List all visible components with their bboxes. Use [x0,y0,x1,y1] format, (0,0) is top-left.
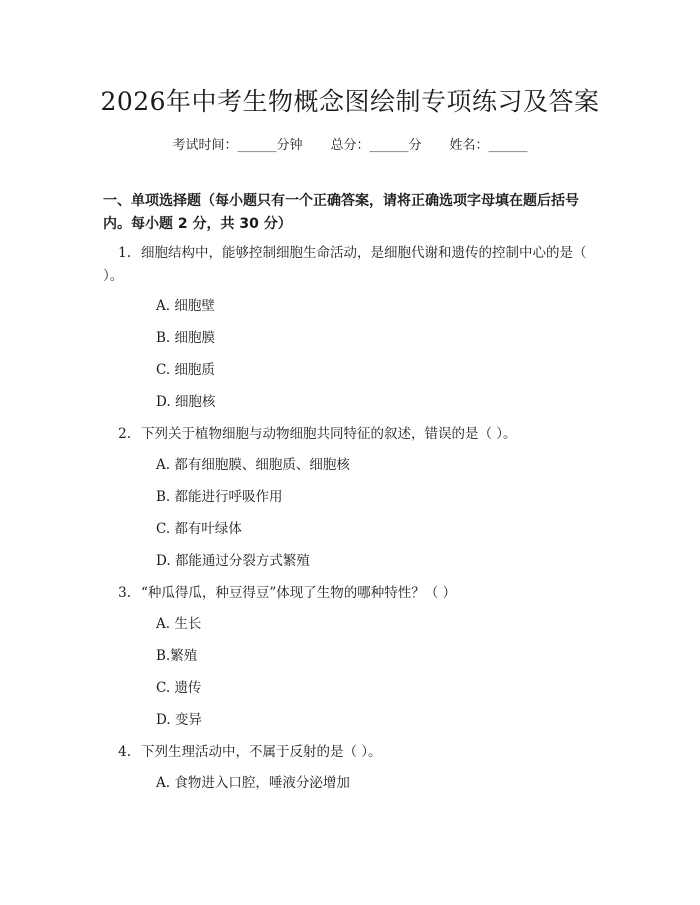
option-3d [156,710,202,730]
option-letter: B. [156,330,171,346]
option-1c [156,360,215,380]
question-number: 2. [118,426,131,442]
question-number: 1. [118,245,131,261]
option-text: 变异 [174,712,202,728]
option-text: 都有细胞膜、细胞质、细胞核 [174,457,350,473]
score-blank: ______ [369,138,409,153]
exam-meta-line [0,134,700,153]
option-text: 繁殖 [170,648,198,664]
option-letter: A. [156,457,171,473]
option-text: 细胞核 [174,394,216,410]
question-number: 3. [118,585,131,601]
option-text: 细胞壁 [174,298,215,314]
question-text: 细胞结构中，能够控制细胞生命活动，是细胞代谢和遗传的控制中心的是（ ）。 [103,245,587,284]
time-label: 考试时间： [172,138,238,153]
option-letter: D. [156,712,171,728]
option-letter: C. [156,521,171,537]
option-text: 食物进入口腔，唾液分泌增加 [174,775,350,791]
option-letter: B. [156,648,171,664]
option-1a [156,296,215,316]
option-4a [156,773,350,793]
option-text: 细胞质 [174,362,215,378]
option-letter: A. [156,616,171,632]
name-blank: ______ [488,138,528,153]
option-text: 都能进行呼吸作用 [174,489,283,505]
option-2a [156,455,350,475]
question-1 [103,242,605,288]
question-3 [103,582,605,605]
question-text: 下列生理活动中，不属于反射的是（ ）。 [141,744,382,760]
score-label: 总分： [330,138,370,153]
question-number: 4. [118,744,131,760]
option-letter: C. [156,362,171,378]
option-1d [156,392,215,412]
question-text: 下列关于植物细胞与动物细胞共同特征的叙述，错误的是（ ）。 [141,426,517,442]
option-letter: B. [156,489,171,505]
option-letter: D. [156,394,171,410]
option-letter: D. [156,553,171,569]
option-1b [156,328,215,348]
page-title: 2026年中考生物概念图绘制专项练习及答案 [100,87,600,116]
option-text: 细胞膜 [174,330,216,346]
option-letter: A. [156,298,171,314]
question-2 [103,423,605,446]
section-heading: 一、单项选择题（每小题只有一个正确答案，请将正确选项字母填在题后括号内。每小题 2 分，共 30 分） [103,193,579,232]
option-3b [156,646,197,666]
question-text: “种瓜得瓜，种豆得豆”体现了生物的哪种特性？（ ） [141,585,457,601]
option-text: 生长 [174,616,202,632]
time-blank: ______ [237,138,277,153]
option-text: 遗传 [174,680,202,696]
option-letter: C. [156,680,171,696]
option-3c [156,678,201,698]
score-unit: 分 [408,138,422,153]
option-2b [156,487,283,507]
question-4 [103,741,605,764]
option-letter: A. [156,775,171,791]
option-text: 都能通过分裂方式繁殖 [174,553,310,569]
option-2c [156,519,242,539]
name-label: 姓名： [449,138,489,153]
option-3a [156,614,201,634]
option-2d [156,551,310,571]
option-text: 都有叶绿体 [174,521,242,537]
time-unit: 分钟 [276,138,303,153]
